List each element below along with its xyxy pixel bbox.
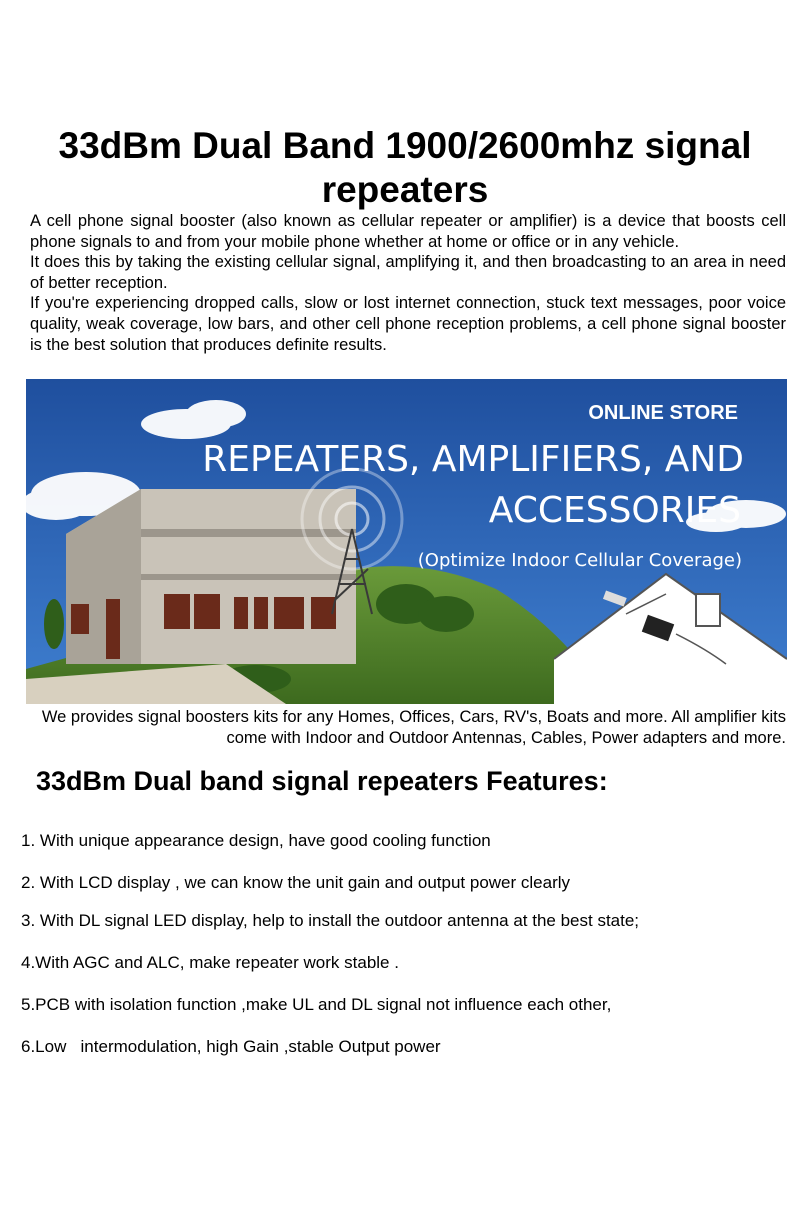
online-store-label: ONLINE STORE bbox=[588, 402, 738, 424]
features-heading: 33dBm Dual band signal repeaters Features: bbox=[36, 766, 608, 796]
banner-caption: We provides signal boosters kits for any Homes, Offices, Cars, RV's, Boats and more. All amplifier kits come with Indoor and Outdoor Antennas, Cables, Power adapters and more. bbox=[41, 708, 786, 747]
feature-item: 6.Low intermodulation, high Gain ,stable Output power bbox=[21, 1037, 441, 1056]
banner-headline-line2: ACCESSORIES bbox=[488, 490, 741, 531]
banner-headline-line1: REPEATERS, AMPLIFIERS, AND bbox=[202, 439, 744, 480]
feature-item: 4.With AGC and ALC, make repeater work stable . bbox=[21, 953, 399, 972]
page-title: 33dBm Dual Band 1900/2600mhz signal repeaters bbox=[58, 125, 752, 210]
feature-item: 1. With unique appearance design, have good cooling function bbox=[21, 831, 491, 850]
feature-item: 5.PCB with isolation function ,make UL and DL signal not influence each other, bbox=[21, 995, 612, 1014]
intro-paragraph: If you're experiencing dropped calls, slow or lost internet connection, stuck text messages, poor voice quality, weak coverage, low bars, and other cell phone reception problems, a cell phone signal booster is the best solution that produces definite results. bbox=[30, 294, 786, 354]
intro-paragraph: A cell phone signal booster (also known as cellular repeater or amplifier) is a device that boosts cell phone signals to and from your mobile phone whether at home or office or in any vehicle. bbox=[30, 212, 786, 251]
feature-item: 2. With LCD display , we can know the unit gain and output power clearly bbox=[21, 873, 571, 892]
intro-text bbox=[30, 211, 786, 355]
store-banner-image bbox=[26, 379, 787, 704]
intro-paragraph: It does this by taking the existing cellular signal, amplifying it, and then broadcasting to an area in need of better reception. bbox=[30, 253, 786, 292]
feature-item: 3. With DL signal LED display, help to install the outdoor antenna at the best state; bbox=[21, 911, 640, 930]
banner-subline: (Optimize Indoor Cellular Coverage) bbox=[417, 550, 742, 571]
